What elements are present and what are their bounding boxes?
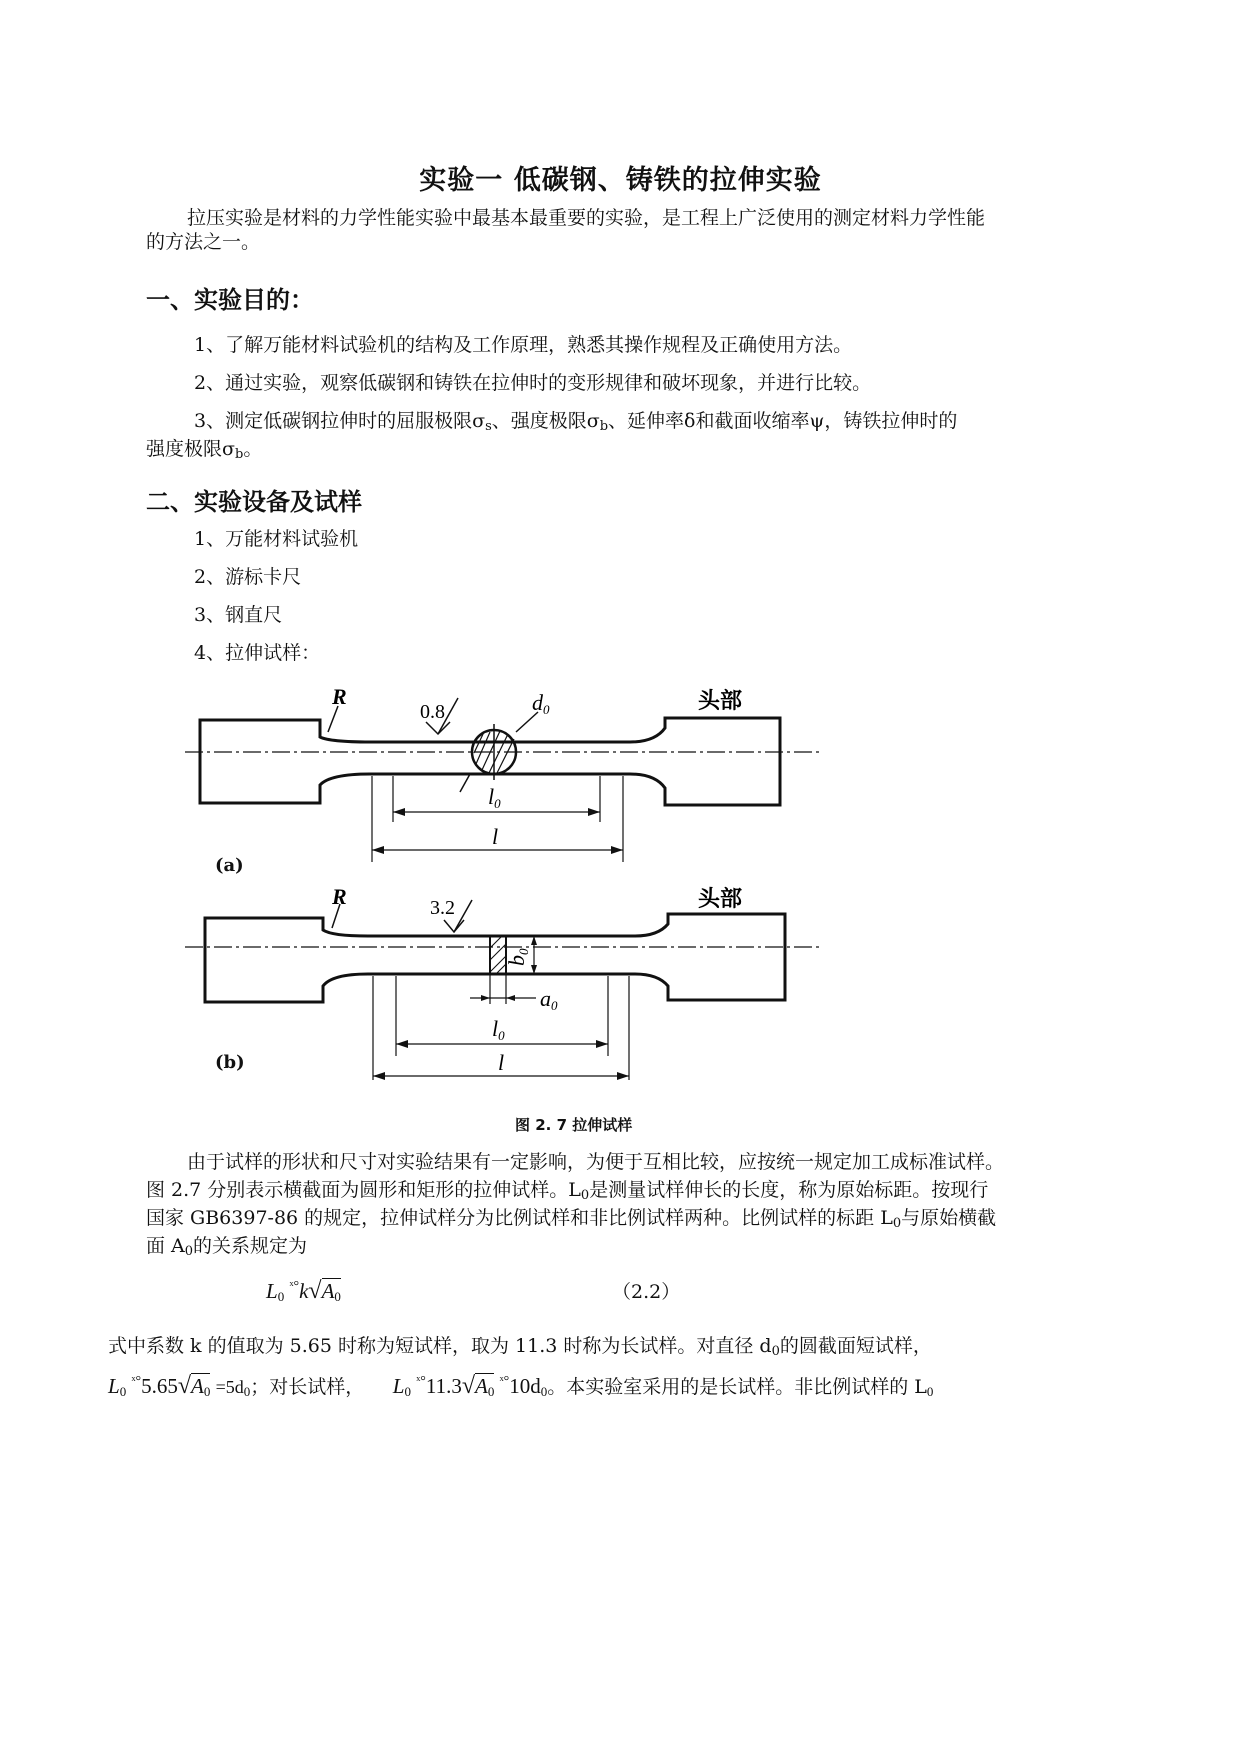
body-p1-line4: 面 $A_0$的关系规定为: [146, 1235, 308, 1259]
purpose-item-1: 1、了解万能材料试验机的结构及工作原理，熟悉其操作规程及正确使用方法。: [194, 334, 853, 356]
fig-a-tag: (a): [215, 855, 244, 876]
fig-a-head-label: 头部: [698, 688, 743, 713]
fig-a-R-label: R: [332, 684, 347, 709]
equipment-item-3: 3、钢直尺: [194, 604, 283, 626]
body-p1-line2: 图 2.7 分别表示横截面为圆形和矩形的拉伸试样。$L_0$是测量试样伸长的长度，称为原始标距。按现行: [146, 1179, 989, 1203]
intro-line-2: 的方法之一。: [146, 231, 261, 253]
purpose-item-3: 3、测定低碳钢拉伸时的屈服极限$\sigma_s$、强度极限$\sigma_b$、延伸率δ和截面收缩率ψ，铸铁拉伸时的: [194, 410, 958, 434]
page-title: 实验一 低碳钢、铸铁的拉伸实验: [419, 165, 822, 196]
fig-a-d0-label: d0: [532, 690, 550, 717]
fig-b-b0-label: b0: [504, 948, 531, 966]
equation-number: （2.2）: [612, 1281, 681, 1303]
body-p1-line3: 国家 GB6397-86 的规定，拉伸试样分为比例试样和非比例试样两种。比例试样的标距 $L_0$与原始横截: [146, 1207, 997, 1231]
fig-b-l0-label: l0: [492, 1016, 505, 1043]
fig-b-tag: (b): [215, 1052, 245, 1073]
fig-a-l-label: l: [492, 824, 499, 849]
purpose-item-3-cont: 强度极限$\sigma_b$。: [146, 438, 263, 462]
equipment-item-4: 4、拉伸试样：: [194, 642, 321, 664]
body-p2-line2: $L_0$ $^{ˣ^\circ}5.65√A_0 =5d_0$；对长试样， $L_0$ $^{ˣ^\circ}11.3√A_0$ $^{ˣ^\circ}10d_0$。本实验室采用的是长试样。非比例试样的 $L_0$: [108, 1373, 934, 1399]
purpose-item-2: 2、通过实验，观察低碳钢和铸铁在拉伸时的变形规律和破坏现象，并进行比较。: [194, 372, 872, 394]
tensile-specimen-round-diagram: [180, 680, 830, 880]
equipment-item-2: 2、游标卡尺: [194, 566, 302, 588]
equipment-item-1: 1、万能材料试验机: [194, 528, 359, 550]
section-heading-equipment: 二、实验设备及试样: [146, 488, 362, 516]
tensile-specimen-rect-diagram: [180, 880, 830, 1090]
fig-b-l-label: l: [498, 1050, 505, 1075]
fig-b-roughness-label: 3.2: [430, 897, 455, 919]
fig-a-roughness-label: 0.8: [420, 701, 445, 723]
body-p2-line1: 式中系数 k 的值取为 5.65 时称为短试样，取为 11.3 时称为长试样。对直径 $d_0$的圆截面短试样，: [108, 1335, 932, 1359]
fig-b-a0-label: a0: [540, 986, 558, 1013]
fig-b-R-label: R: [332, 884, 347, 909]
fig-a-l0-label: l0: [488, 784, 501, 811]
section-heading-purpose: 一、实验目的：: [146, 286, 314, 314]
body-p1-line1: 由于试样的形状和尺寸对实验结果有一定影响，为便于互相比较，应按统一规定加工成标准试样。: [187, 1151, 1005, 1173]
intro-line-1: 拉压实验是材料的力学性能实验中最基本最重要的实验，是工程上广泛使用的测定材料力学性能: [187, 207, 986, 229]
equation-2-2: $L_0$ $^{ˣ^\circ}k√A_0$: [266, 1278, 341, 1304]
figure-caption: 图 2. 7 拉伸试样: [515, 1116, 633, 1134]
fig-b-head-label: 头部: [698, 886, 743, 911]
